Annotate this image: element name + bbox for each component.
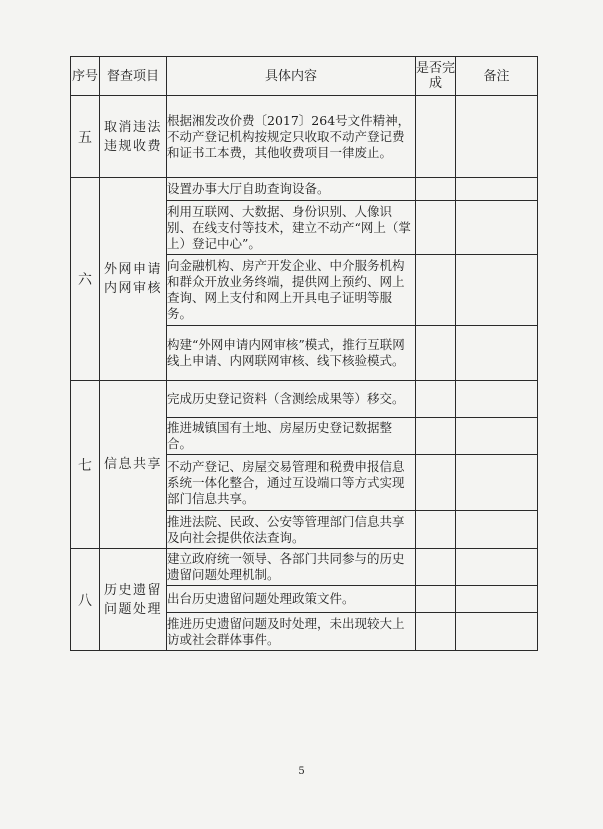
table-row xyxy=(71,381,538,418)
note-cell xyxy=(456,178,538,201)
note-cell xyxy=(456,326,538,381)
note-cell xyxy=(456,201,538,255)
done-cell xyxy=(416,255,456,326)
done-cell xyxy=(416,381,456,418)
row-content: 完成历史登记资料（含测绘成果等）移交。 xyxy=(167,381,416,418)
supervision-table xyxy=(70,56,538,651)
done-cell xyxy=(416,418,456,455)
done-cell xyxy=(416,96,456,178)
done-cell xyxy=(416,549,456,586)
group-item: 取消违法违规收费 xyxy=(100,96,167,178)
table-row xyxy=(71,96,538,178)
row-content: 利用互联网、大数据、身份识别、人像识别、在线支付等技术，建立不动产“网上（掌上）登记中心”。 xyxy=(167,201,416,255)
done-cell xyxy=(416,511,456,549)
group-number: 六 xyxy=(71,178,100,381)
header-seq: 序号 xyxy=(71,57,100,96)
done-cell xyxy=(416,201,456,255)
group-item: 外网申请内网审核 xyxy=(100,178,167,381)
done-cell xyxy=(416,326,456,381)
table-row xyxy=(71,549,538,586)
done-cell xyxy=(416,586,456,613)
note-cell xyxy=(456,455,538,511)
header-item: 督查项目 xyxy=(100,57,167,96)
row-content: 推进城镇国有土地、房屋历史登记数据整合。 xyxy=(167,418,416,455)
row-content: 建立政府统一领导、各部门共同参与的历史遗留问题处理机制。 xyxy=(167,549,416,586)
note-cell xyxy=(456,381,538,418)
note-cell xyxy=(456,511,538,549)
header-done: 是否完成 xyxy=(416,57,456,96)
done-cell xyxy=(416,455,456,511)
header-content: 具体内容 xyxy=(167,57,416,96)
table-header-row xyxy=(71,57,538,96)
done-cell xyxy=(416,178,456,201)
table-row xyxy=(71,178,538,201)
row-content: 构建“外网申请内网审核”模式，推行互联网线上申请、内网联网审核、线下核验模式。 xyxy=(167,326,416,381)
group-number: 八 xyxy=(71,549,100,651)
done-cell xyxy=(416,613,456,651)
note-cell xyxy=(456,96,538,178)
note-cell xyxy=(456,586,538,613)
note-cell xyxy=(456,549,538,586)
note-cell xyxy=(456,613,538,651)
header-note: 备注 xyxy=(456,57,538,96)
row-content: 向金融机构、房产开发企业、中介服务机构和群众开放业务终端，提供网上预约、网上查询、网上支付和网上开具电子证明等服务。 xyxy=(167,255,416,326)
note-cell xyxy=(456,255,538,326)
group-number: 七 xyxy=(71,381,100,549)
row-content: 推进法院、民政、公安等管理部门信息共享及向社会提供依法查询。 xyxy=(167,511,416,549)
note-cell xyxy=(456,418,538,455)
group-item: 历史遗留问题处理 xyxy=(100,549,167,651)
group-number: 五 xyxy=(71,96,100,178)
row-content: 根据湘发改价费〔2017〕264号文件精神，不动产登记机构按规定只收取不动产登记费和证书工本费，其他收费项目一律废止。 xyxy=(167,96,416,178)
row-content: 不动产登记、房屋交易管理和税费申报信息系统一体化整合，通过互设端口等方式实现部门信息共享。 xyxy=(167,455,416,511)
group-item: 信息共享 xyxy=(100,381,167,549)
row-content: 推进历史遗留问题及时处理，未出现较大上访或社会群体事件。 xyxy=(167,613,416,651)
row-content: 出台历史遗留问题处理政策文件。 xyxy=(167,586,416,613)
page-number: 5 xyxy=(298,766,305,777)
row-content: 设置办事大厅自助查询设备。 xyxy=(167,178,416,201)
